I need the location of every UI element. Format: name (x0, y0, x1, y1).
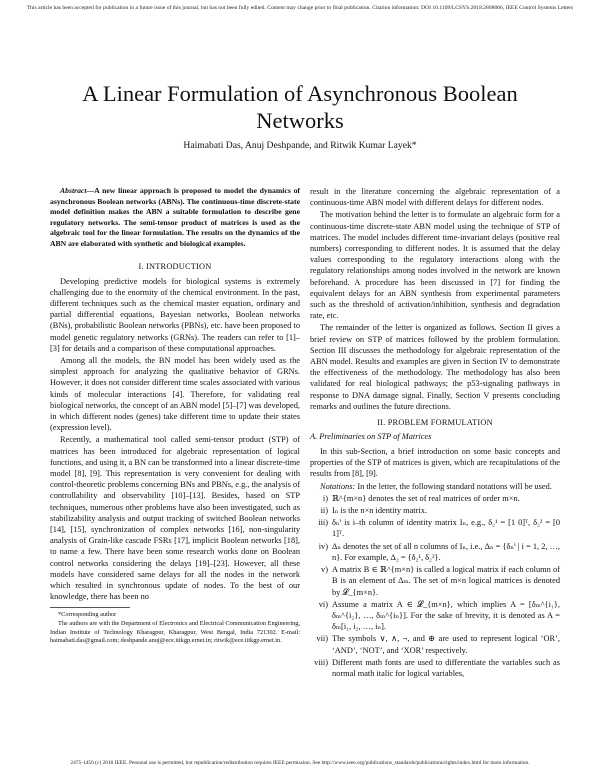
notation-item (310, 493, 560, 504)
intro-paragraph: Recently, a mathematical tool called semi-tensor product (STP) of matrices has been introduced for algebraic representation of logical functions, and using it, a BN can be transformed into a linear discrete-time model [8], [9]. This representation is very convenient for dealing with control-theoretic problems concerning BNs and PBNs, e.g., the analysis of controllability and observability [10]–[13]. Besides, based on STP techniques, numerous other problems have also been investigated, such as stabilizability analysis and output tracking of switched Boolean networks [14], [15], synchronization of complex networks [16], non-singularity analysis of Grain-like cascade FSRs [17], implicit Boolean networks [18], to name a few. There have been some research works done on Boolean control networks considering the delays [19]–[23]. However, all these models have considered same delays for all the nodes in the network which resulted in synchronous update of nodes. To the best of our knowledge, there has been no (50, 435, 300, 602)
paper-authors: Haimabati Das, Anuj Deshpande, and Ritwik Kumar Layek* (183, 140, 417, 151)
notation-item (310, 505, 560, 516)
right-column (310, 186, 560, 680)
abstract (50, 186, 300, 250)
notation-text: δₙⁱ is i–th column of identity matrix Iₙ, e.g., δ₂¹ = [1 0]ᵀ, δ₂² = [0 1]ᵀ. (332, 518, 560, 539)
notation-item (310, 541, 560, 563)
paper-title: A Linear Formulation of Asynchronous Boolean Networks (82, 81, 518, 133)
journal-header-note: This article has been accepted for publication in a future issue of this journal, but has not been fully edited. Content may change prior to final publication. Citation information: DOI 10.1109/LCSYS.2018.2868066, IEEE Control Systems Letters (26, 5, 574, 11)
notation-text: Iₙ is the n×n identity matrix. (332, 506, 427, 516)
notation-number: iv) (318, 541, 328, 551)
abstract-label: Abstract (60, 186, 87, 195)
notation-item (310, 633, 560, 655)
notations-label: Notations: (320, 481, 356, 491)
footnote-affiliation: The authors are with the Department of Electronics and Electrical Communication Engineering, Indian Institute of Technology Kharagpur, Kharagpur, West Bengal, India 721302. E-mail: haimabati.das@gmail.com; deshpande.anuj@ece.iitkgp.ernet.in; ritwik@ece.iitkgp.ernet.in. (50, 620, 300, 644)
notation-text: A matrix B ∈ ℝ^{m×n} is called a logical matrix if each column of B is an element of Δₘ. The set of m×n logical matrices is denoted by 𝓛_{m×n}. (332, 565, 560, 597)
notation-number: iii) (318, 518, 328, 528)
footnote-rule (50, 607, 130, 608)
notation-text: Δₙ denotes the set of all n columns of Iₙ, i.e., Δₙ = {δₙⁱ | i = 1, 2, …, n}. For example, Δ₂ = {δ₂¹, δ₂²}. (332, 541, 560, 562)
notation-item (310, 599, 560, 633)
notation-number: viii) (314, 657, 328, 667)
notation-number: vi) (318, 599, 328, 609)
notation-item (310, 657, 560, 679)
intro-paragraph: Among all the models, the BN model has been widely used as the simplest approach for analyzing the qualitative behavior of GRNs. However, it does not consider different time scales associated with various kinds of molecular interactions [4]. Therefore, for validating real biological networks, the concept of an ABN model [5]–[7] was developed, in which different nodes (genes) take different time to update their states (expression level). (50, 355, 300, 433)
notation-number: vii) (316, 634, 328, 644)
right-paragraph: The motivation behind the letter is to formulate an algebraic form for a continuous-time discrete-state ABN model using the technique of STP of matrices. The model includes different time-invariant delays (positive real numbers) corresponding to different nodes. It is assumed that the delay values corresponding to the regulatory interactions along with the regulatory relationships among nodes involved in the network are known beforehand. A procedure has been discussed in [7] for finding the equivalent delays for an ABN synthesis from experimental parameters such as the threshold of activation/inhibition, synthesis and degradation rate, etc. (310, 210, 560, 321)
notation-number: i) (322, 493, 328, 503)
stp-paragraph: In this sub-Section, a brief introduction on some basic concepts and properties of the STP of matrices is given, which are recapitulations of the results from [8], [9]. (310, 447, 560, 479)
notations-text: In the letter, the following standard notations will be used. (355, 481, 552, 491)
notation-list (310, 493, 560, 679)
subsection-heading-stp: A. Preliminaries on STP of Matrices (310, 432, 432, 442)
copyright-line: 2475-1456 (c) 2018 IEEE. Personal use is permitted, but republication/redistribution requires IEEE permission. See http://www.ieee.org/publications_standards/publications/rights/index.html for more information. (70, 760, 530, 766)
left-column (50, 186, 300, 603)
notations-paragraph (310, 481, 560, 492)
footnote (50, 607, 300, 646)
notation-item (310, 517, 560, 539)
right-paragraph: result in the literature concerning the algebraic representation of a continuous-time ABN model with different delays for different nodes. (310, 187, 560, 208)
notation-text: Different math fonts are used to differentiate the variables such as normal math italic for logical variables, (332, 657, 560, 678)
notation-item (310, 564, 560, 598)
right-paragraph: The remainder of the letter is organized as follows. Section II gives a brief review on STP of matrices followed by the problem formulation. Section III discusses the methodology for algebraic representation of the ABN model. Results and examples are given in Section IV to demonstrate the effectiveness of the methodology. The methodology has also been validated for real biological pathways; the p53-signaling pathways in response to DNA damage signal. Finally, Section V presents concluding remarks and outlines the future directions. (310, 323, 560, 411)
notation-text: The symbols ∨, ∧, ¬, and ⊕ are used to represent logical ‘OR’, ‘AND’, ‘NOT’, and ‘XOR’ respectively. (332, 634, 560, 655)
notation-number: ii) (320, 506, 328, 516)
notation-number: v) (321, 565, 328, 575)
footnote-corresponding: *Corresponding author (58, 611, 117, 618)
section-heading-problem-formulation: II. PROBLEM FORMULATION (377, 418, 493, 428)
notation-text: ℝ^{m×n} denotes the set of real matrices of order m×n. (332, 493, 520, 503)
notation-text: Assume a matrix A ∈ 𝓛_{m×n}, which implies A = [δₘ^{i₁}, δₘ^{i₂}, …, δₘ^{iₙ}]. For the sake of brevity, it is denoted as A = δₘ[i₁, i₂, …, iₙ]. (332, 599, 560, 632)
intro-paragraph: Developing predictive models for biological systems is extremely challenging due to the enormity of the chemical environment. In the past, different techniques such as the chemical master equation, ordinary and partial differential equations, Bayesian networks, Boolean networks (BNs), probabilistic Boolean networks (PBNs), etc. have been proposed to model genetic regulatory networks (GRNs). The readers can refer to [1]–[3] for details and a comparison of these computational approaches. (50, 276, 300, 353)
abstract-text: —A new linear approach is proposed to model the dynamics of asynchronous Boolean networks (ABNs). The continuous-time discrete-state model definition makes the ABN a suitable formulation to describe gene regulatory networks. The semi-tensor product of matrices is used as the algebraic tool for the linear formulation. The results on the dynamics of the ABN are elaborated with synthetic and biological examples. (50, 186, 300, 248)
section-heading-introduction: I. INTRODUCTION (138, 261, 212, 271)
